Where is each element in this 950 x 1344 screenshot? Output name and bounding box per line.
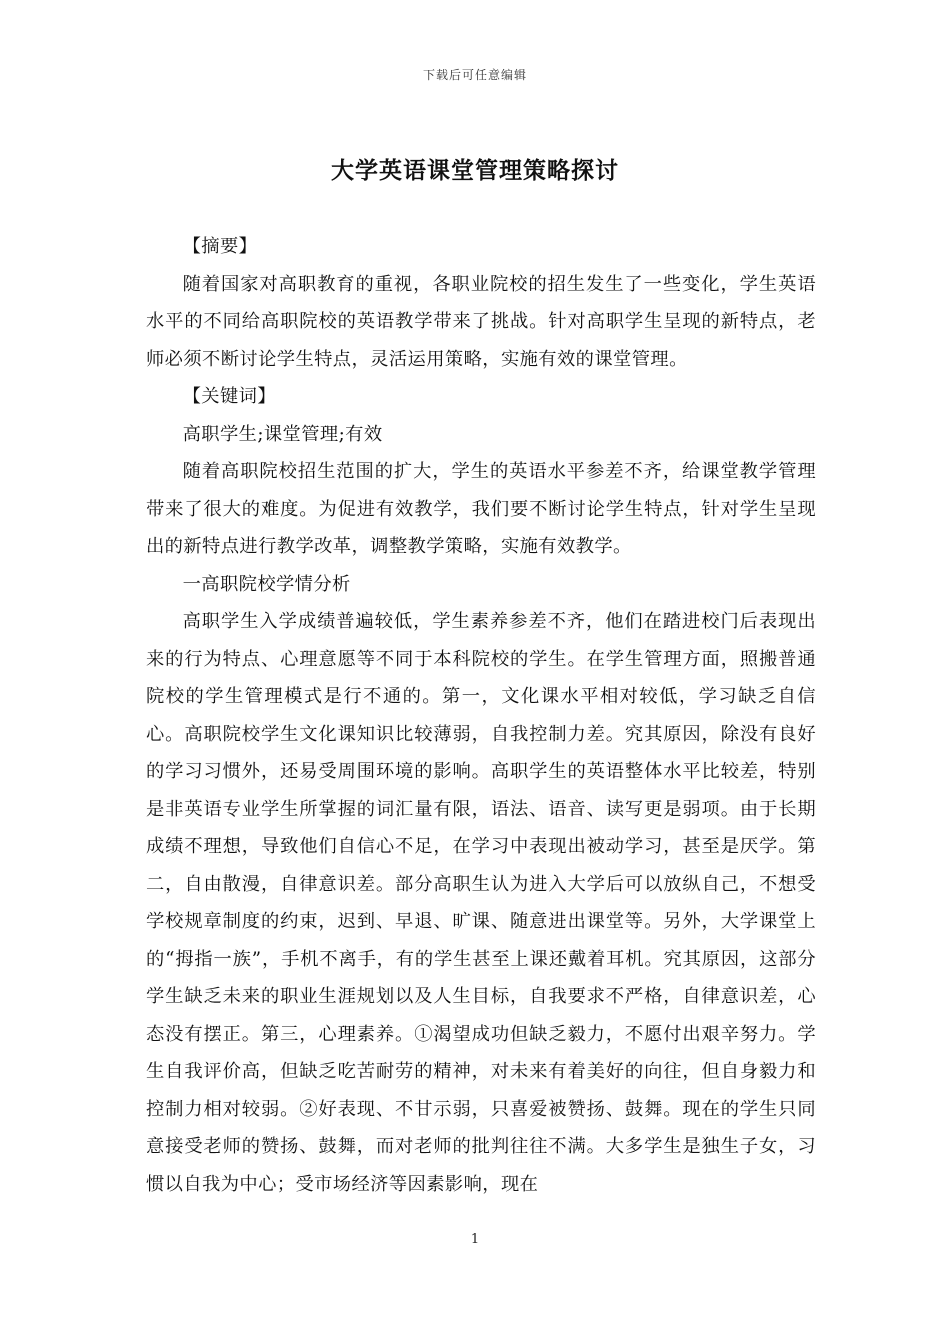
document-body xyxy=(146,228,816,1203)
intro-paragraph: 随着高职院校招生范围的扩大，学生的英语水平参差不齐，给课堂教学管理带来了很大的难度。为促进有效教学，我们要不断讨论学生特点，针对学生呈现出的新特点进行教学改革，调整教学策略，实施有效教学。 xyxy=(146,461,816,557)
document-title: 大学英语课堂管理策略探讨 xyxy=(331,157,619,184)
section-heading: 一高职院校学情分析 xyxy=(182,573,351,595)
analysis-paragraph: 高职学生入学成绩普遍较低，学生素养参差不齐，他们在踏进校门后表现出来的行为特点、心理意愿等不同于本科院校的学生。在学生管理方面，照搬普通院校的学生管理模式是行不通的。第一，文化课水平相对较低，学习缺乏自信心。高职院校学生文化课知识比较薄弱，自我控制力差。究其原因，除没有良好的学习习惯外，还易受周围环境的影响。高职学生的英语整体水平比较差，特别是非英语专业学生所掌握的词汇量有限，语法、语音、读写更是弱项。由于长期成绩不理想，导致他们自信心不足，在学习中表现出被动学习，甚至是厌学。第二，自由散漫，自律意识差。部分高职生认为进入大学后可以放纵自己，不想受学校规章制度的约束，迟到、早退、旷课、随意进出课堂等。另外，大学课堂上的“拇指一族”，手机不离手，有的学生甚至上课还戴着耳机。究其原因，这部分学生缺乏未来的职业生涯规划以及人生目标，自我要求不严格，自律意识差，心态没有摆正。第三，心理素养。①渴望成功但缺乏毅力，不愿付出艰辛努力。学生自我评价高，但缺乏吃苦耐劳的精神，对未来有着美好的向往，但自身毅力和控制力相对较弱。②好表现、不甘示弱，只喜爱被赞扬、鼓舞。现在的学生只同意接受老师的赞扬、鼓舞，而对老师的批判往往不满。大多学生是独生子女，习惯以自我为中心；受市场经济等因素影响，现在 xyxy=(146,611,816,1195)
abstract-paragraph: 随着国家对高职教育的重视，各职业院校的招生发生了一些变化，学生英语水平的不同给高职院校的英语教学带来了挑战。针对高职学生呈现的新特点，老师必须不断讨论学生特点，灵活运用策略，实施有效的课堂管理。 xyxy=(146,273,816,370)
keywords-list: 高职学生;课堂管理;有效 xyxy=(182,423,383,445)
abstract-heading: 【摘要】 xyxy=(182,236,258,257)
page-header-note: 下载后可任意编辑 xyxy=(422,68,527,82)
keywords-heading: 【关键词】 xyxy=(182,386,276,407)
page-number: 1 xyxy=(470,1232,480,1247)
